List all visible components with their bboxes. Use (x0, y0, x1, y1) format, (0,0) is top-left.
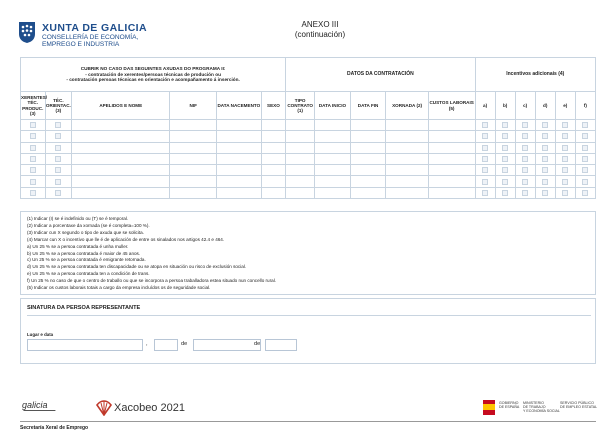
column-header: DATA NACEMENTO (217, 92, 262, 120)
checkbox[interactable] (522, 156, 528, 162)
table-cell (45, 120, 72, 131)
table-cell (555, 176, 575, 187)
column-header: TIPO CONTRATO (1) (286, 92, 315, 120)
table-cell (535, 142, 555, 153)
table-cell[interactable] (386, 120, 428, 131)
table-row (21, 120, 596, 131)
table-cell[interactable] (428, 142, 475, 153)
gov-line-3b: DE EMPLEO ESTATAL (560, 405, 598, 410)
table-cell (575, 153, 595, 164)
table-cell (45, 165, 72, 176)
checkbox[interactable] (30, 145, 36, 151)
table-cell (535, 120, 555, 131)
month-field[interactable] (193, 339, 261, 351)
checkbox[interactable] (582, 190, 588, 196)
table-cell[interactable] (350, 176, 386, 187)
table-cell[interactable] (315, 120, 351, 131)
column-header-row (21, 92, 596, 120)
table-cell[interactable] (386, 153, 428, 164)
table-cell[interactable] (350, 153, 386, 164)
table-cell (555, 142, 575, 153)
checkbox[interactable] (55, 122, 61, 128)
table-row (21, 131, 596, 142)
table-row (21, 187, 596, 198)
table-cell (495, 176, 515, 187)
footer-divider (20, 421, 596, 422)
checkbox[interactable] (522, 190, 528, 196)
checkbox[interactable] (30, 167, 36, 173)
table-cell[interactable] (286, 153, 315, 164)
checkbox[interactable] (582, 156, 588, 162)
table-cell[interactable] (286, 187, 315, 198)
table-cell (555, 120, 575, 131)
table-cell (21, 142, 46, 153)
table-row (21, 153, 596, 164)
table-cell (45, 187, 72, 198)
table-cell[interactable] (72, 176, 170, 187)
table-cell (535, 176, 555, 187)
table-row (21, 176, 596, 187)
table-row (21, 142, 596, 153)
table-cell (575, 142, 595, 153)
table-cell (495, 142, 515, 153)
table-cell[interactable] (261, 187, 286, 198)
intro-line-2: - contratación de xerentes/persoas técnicas de produción ou (85, 71, 221, 77)
galicia-underline (23, 408, 57, 411)
column-header: XORNADA (2) (386, 92, 428, 120)
checkbox[interactable] (30, 133, 36, 139)
galicia-logo: galicia (22, 400, 48, 410)
column-header: TÉC. ORIENTAC. (3) (45, 92, 72, 120)
checkbox[interactable] (582, 133, 588, 139)
table-intro (21, 58, 286, 92)
column-header: SEXO (261, 92, 286, 120)
table-cell[interactable] (170, 120, 217, 131)
checkbox[interactable] (542, 179, 548, 185)
note-line: (2) Indicar a porcentaxe da xornada (se é completa=100 %). (27, 222, 150, 228)
column-header: CUSTOS LABORAIS (5) (428, 92, 475, 120)
checkbox[interactable] (542, 167, 548, 173)
table-cell (575, 176, 595, 187)
checkbox[interactable] (482, 190, 488, 196)
table-cell[interactable] (350, 142, 386, 153)
table-cell[interactable] (217, 142, 262, 153)
table-cell[interactable] (286, 131, 315, 142)
checkbox[interactable] (55, 133, 61, 139)
table-cell (475, 142, 495, 153)
checkbox[interactable] (30, 190, 36, 196)
gov-line-3a: SERVICIO PÚBLICO (560, 401, 594, 405)
table-cell (45, 153, 72, 164)
table-cell[interactable] (350, 131, 386, 142)
de-separator-1: de (181, 341, 188, 347)
table-cell[interactable] (386, 165, 428, 176)
table-cell (515, 187, 535, 198)
xacobeo-shell-icon (96, 400, 112, 416)
checkbox[interactable] (562, 167, 568, 173)
checkbox[interactable] (542, 190, 548, 196)
place-field[interactable] (27, 339, 143, 351)
department-line-2: EMPREGO E INDUSTRIA (42, 41, 120, 49)
note-line: (3) Indicar cun X segundo o tipo de axuda que se solicita. (27, 229, 144, 235)
table-cell[interactable] (286, 142, 315, 153)
spain-coat-of-arms-icon (483, 400, 495, 415)
table-cell[interactable] (72, 131, 170, 142)
gov-line-2c: Y ECONOMÍA SOCIAL (523, 409, 560, 414)
table-cell (515, 165, 535, 176)
table-cell[interactable] (286, 165, 315, 176)
checkbox[interactable] (482, 167, 488, 173)
table-cell[interactable] (170, 187, 217, 198)
checkbox[interactable] (522, 145, 528, 151)
table-cell[interactable] (315, 165, 351, 176)
gov-line-2b: DE TRABAJO (523, 405, 546, 410)
checkbox[interactable] (502, 190, 508, 196)
checkbox[interactable] (502, 133, 508, 139)
table-cell[interactable] (350, 120, 386, 131)
checkbox[interactable] (55, 145, 61, 151)
table-cell (535, 187, 555, 198)
column-header: DATA INICIO (315, 92, 351, 120)
table-cell[interactable] (386, 187, 428, 198)
table-cell[interactable] (315, 176, 351, 187)
xacobeo-logo-text: Xacobeo 2021 (114, 402, 185, 414)
table-cell[interactable] (217, 165, 262, 176)
checkbox[interactable] (55, 179, 61, 185)
annex-subtitle: (continuación) (294, 29, 346, 39)
checkbox[interactable] (582, 122, 588, 128)
section-incentives: Incentivos adicionais (4) (475, 58, 595, 92)
table-cell[interactable] (428, 131, 475, 142)
table-cell[interactable] (428, 165, 475, 176)
table-cell[interactable] (217, 131, 262, 142)
table-cell[interactable] (72, 142, 170, 153)
checkbox[interactable] (482, 156, 488, 162)
table-cell[interactable] (315, 153, 351, 164)
table-cell[interactable] (72, 153, 170, 164)
table-cell (475, 153, 495, 164)
section-contract-data: DATOS DA CONTRATACIÓN (286, 58, 475, 92)
table-cell (575, 165, 595, 176)
checkbox[interactable] (522, 133, 528, 139)
table-cell (495, 165, 515, 176)
table-cell (45, 131, 72, 142)
checkbox[interactable] (30, 122, 36, 128)
table-cell[interactable] (72, 187, 170, 198)
table-cell (21, 187, 46, 198)
signature-divider (27, 315, 591, 316)
note-line: (5) Indicar os custos laborais totais a cargo da empresa incluídos os de seguridade social. (27, 285, 211, 291)
place-date-label: Lugar e data (27, 332, 54, 337)
checkbox[interactable] (482, 122, 488, 128)
table-cell (575, 131, 595, 142)
table-cell[interactable] (286, 120, 315, 131)
table-cell (555, 187, 575, 198)
de-separator-2: de (254, 341, 261, 347)
checkbox[interactable] (55, 190, 61, 196)
table-cell (515, 153, 535, 164)
checkbox[interactable] (522, 122, 528, 128)
table-cell[interactable] (170, 153, 217, 164)
note-line: f) Un 25 % no caso de que o centro de traballo ou que se incorpora a persoa traballadora estea situado nun concello rural. (27, 278, 276, 284)
table-cell (21, 120, 46, 131)
note-line: a) Un 25 % se a persoa contratada é unha muller. (27, 243, 129, 249)
gov-line-1a: GOBIERNO (499, 401, 519, 405)
table-cell[interactable] (286, 176, 315, 187)
table-cell (515, 142, 535, 153)
note-line: (1) Indicar (I) se é indefinido ou (T) se é temporal. (27, 216, 129, 221)
table-cell[interactable] (261, 153, 286, 164)
table-cell[interactable] (315, 187, 351, 198)
checkbox[interactable] (562, 122, 568, 128)
note-line: e) Un 25 % se a persoa contratada ten a condición de trans. (27, 271, 150, 277)
table-cell[interactable] (217, 176, 262, 187)
table-row (21, 165, 596, 176)
table-cell[interactable] (170, 131, 217, 142)
note-line: b) Un 25 % se a persoa contratada é maior de 45 anos. (27, 250, 141, 256)
department-line-1: CONSELLERÍA DE ECONOMÍA, (42, 34, 139, 41)
table-cell[interactable] (261, 176, 286, 187)
table-cell[interactable] (428, 120, 475, 131)
checkbox[interactable] (502, 122, 508, 128)
table-cell[interactable] (72, 165, 170, 176)
checkbox[interactable] (582, 179, 588, 185)
checkbox[interactable] (30, 156, 36, 162)
checkbox[interactable] (502, 179, 508, 185)
column-header: XERENTES/ TÉC. PRODUC. (3) (21, 92, 46, 120)
xunta-crest-icon (18, 20, 36, 44)
ministry-of-labour (523, 401, 560, 414)
table-cell (515, 176, 535, 187)
checkbox[interactable] (542, 133, 548, 139)
table-cell[interactable] (217, 153, 262, 164)
column-header: d) (535, 92, 555, 120)
column-header: f) (575, 92, 595, 120)
table-cell (45, 176, 72, 187)
checkbox[interactable] (582, 145, 588, 151)
checkbox[interactable] (542, 145, 548, 151)
checkbox[interactable] (562, 190, 568, 196)
table-cell (475, 187, 495, 198)
table-cell (475, 131, 495, 142)
table-cell[interactable] (315, 142, 351, 153)
signature-title: SINATURA DA PERSOA REPRESENTANTE (27, 305, 141, 311)
footer-department: Secretaría Xeral de Emprego (20, 425, 89, 431)
table-cell (21, 131, 46, 142)
note-line: (4) Marcar cun X o incentivo que lle é de aplicación de entre os sinalados nos artigos 42.4 e 464. (27, 236, 225, 242)
hires-table (20, 57, 596, 199)
checkbox[interactable] (522, 167, 528, 173)
checkbox[interactable] (502, 156, 508, 162)
table-cell (535, 153, 555, 164)
column-header: NIF (170, 92, 217, 120)
column-header: c) (515, 92, 535, 120)
checkbox[interactable] (55, 156, 61, 162)
checkbox[interactable] (482, 179, 488, 185)
intro-line-1: CUBRIR NO CASO DAS SEGUINTES AXUDAS DO PROGRAMA II: (80, 66, 226, 72)
table-cell[interactable] (170, 142, 217, 153)
table-cell (475, 165, 495, 176)
notes-box (20, 211, 596, 295)
table-cell[interactable] (261, 165, 286, 176)
checkbox[interactable] (562, 133, 568, 139)
table-cell (45, 142, 72, 153)
checkbox[interactable] (30, 179, 36, 185)
checkbox[interactable] (562, 179, 568, 185)
department-name (42, 34, 138, 49)
note-line: c) Un 25 % se a persoa contratada é emigrante retornada. (27, 257, 146, 263)
checkbox[interactable] (482, 133, 488, 139)
table-cell (495, 131, 515, 142)
column-header: APELIDOS E NOME (72, 92, 170, 120)
table-cell[interactable] (386, 131, 428, 142)
table-cell[interactable] (386, 176, 428, 187)
checkbox[interactable] (502, 145, 508, 151)
table-cell[interactable] (428, 153, 475, 164)
signature-section (20, 298, 596, 364)
annex-heading (240, 20, 400, 39)
checkbox[interactable] (562, 156, 568, 162)
checkbox[interactable] (542, 122, 548, 128)
checkbox[interactable] (562, 145, 568, 151)
table-cell (555, 153, 575, 164)
column-header: a) (475, 92, 495, 120)
org-name: XUNTA DE GALICIA (42, 22, 147, 34)
table-cell (535, 165, 555, 176)
table-cell[interactable] (261, 120, 286, 131)
table-cell[interactable] (350, 187, 386, 198)
table-cell[interactable] (315, 131, 351, 142)
table-cell[interactable] (261, 131, 286, 142)
checkbox[interactable] (55, 167, 61, 173)
year-field[interactable] (265, 339, 297, 351)
gov-line-2a: MINISTERIO (523, 401, 544, 405)
table-cell (495, 153, 515, 164)
table-cell[interactable] (170, 165, 217, 176)
table-cell (555, 165, 575, 176)
table-cell[interactable] (170, 176, 217, 187)
table-cell[interactable] (261, 142, 286, 153)
table-cell (475, 176, 495, 187)
column-header: b) (495, 92, 515, 120)
table-cell (575, 187, 595, 198)
table-cell (575, 120, 595, 131)
table-cell (21, 176, 46, 187)
table-cell[interactable] (428, 176, 475, 187)
table-cell[interactable] (72, 120, 170, 131)
comma-separator: , (146, 341, 148, 347)
table-cell (515, 131, 535, 142)
table-cell[interactable] (428, 187, 475, 198)
table-cell (21, 165, 46, 176)
checkbox[interactable] (502, 167, 508, 173)
checkbox[interactable] (482, 145, 488, 151)
table-cell[interactable] (350, 165, 386, 176)
table-cell (535, 131, 555, 142)
table-cell (475, 120, 495, 131)
table-cell[interactable] (217, 187, 262, 198)
annex-title: ANEXO III (301, 20, 339, 29)
column-header: e) (555, 92, 575, 120)
checkbox[interactable] (522, 179, 528, 185)
table-cell[interactable] (217, 120, 262, 131)
intro-line-3: - contratación persoas técnicas en orientación e acompañamento á inserción. (66, 77, 240, 83)
table-cell (515, 120, 535, 131)
public-employment-service (560, 401, 597, 409)
day-field[interactable] (154, 339, 178, 351)
gov-line-1b: DE ESPAÑA (499, 405, 520, 410)
table-cell (555, 131, 575, 142)
column-header: DATA FIN (350, 92, 386, 120)
checkbox[interactable] (542, 156, 548, 162)
note-line: d) Un 25 % se a persoa contratada ten discapacidade ou se atopa en situación ou risco de exclusión social. (27, 264, 247, 270)
table-cell (495, 120, 515, 131)
table-cell (21, 153, 46, 164)
table-cell (495, 187, 515, 198)
checkbox[interactable] (582, 167, 588, 173)
government-of-spain (499, 401, 519, 409)
table-cell[interactable] (386, 142, 428, 153)
